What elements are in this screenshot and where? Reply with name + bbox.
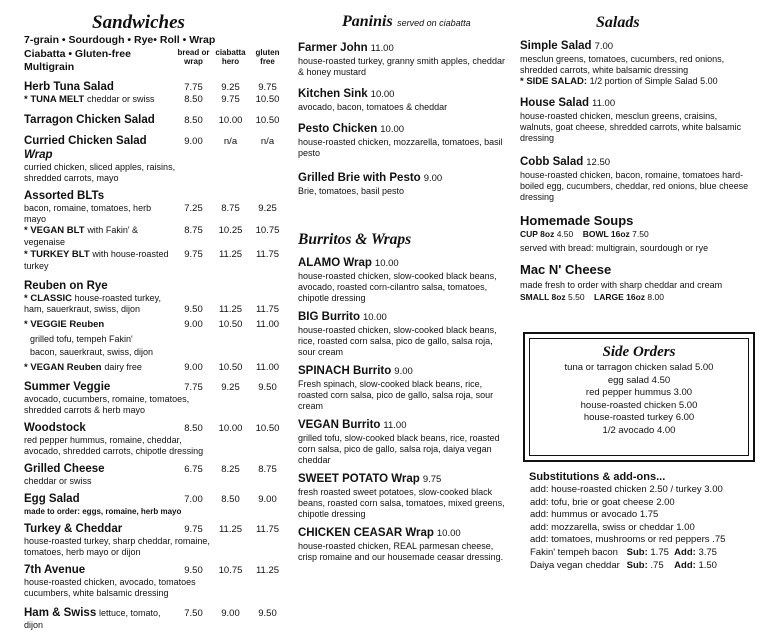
item-blt-classic: bacon, romaine, tomatoes, herb mayo 7.25 8.75 9.25	[24, 203, 277, 224]
burrito-vegan: VEGAN Burrito 11.00 grilled tofu, slow-cooked black beans, rice, roasted corn salsa, pico de gallo, salsa roja, daiya vegan cheddar	[298, 419, 500, 465]
item-turkey-cheddar: Turkey & Cheddar 9.75 11.25 11.75	[24, 523, 280, 535]
burrito-alamo: ALAMO Wrap 10.00 house-roasted chicken, slow-cooked black beans, avocado, roasted corn-cilantro salsa, tomatoes, chipotle dressing	[298, 257, 497, 303]
sandwiches-section	[24, 0, 286, 632]
addon-item: add: mozzarella, swiss or cheddar 1.00	[530, 521, 695, 533]
item-curried: Curried Chicken Salad Wrap 9.00 n/a n/a	[24, 135, 275, 161]
salad-cobb: Cobb Salad 12.50 house-roasted chicken, bacon, romaine, tomatoes hard-boiled egg, cucumbers, cheddar, red onions, blue cheese dressing	[520, 156, 749, 202]
panini-pesto-chicken: Pesto Chicken 10.00 house-roasted chicken, mozzarella, tomatoes, basil pesto	[298, 123, 503, 158]
addon-item: add: house-roasted chicken 2.50 / turkey 3.00	[530, 484, 723, 495]
side-orders-title: Side Orders	[602, 344, 676, 360]
sandwiches-title: Sandwiches	[92, 12, 185, 33]
item-summer-veggie: Summer Veggie 7.75 9.25 9.50	[24, 381, 277, 393]
side-item: 1/2 avocado 4.00	[602, 424, 676, 436]
side-item: tuna or tarragon chicken salad 5.00	[564, 362, 714, 373]
item-vegan-blt: * VEGAN BLT with Fakin' & vegenaise 8.75 10.25 10.75	[24, 225, 280, 247]
col-header-bread: bread or wrap	[177, 48, 210, 66]
side-item: house-roasted chicken 5.00	[580, 399, 698, 411]
item-veggie-reuben-desc: grilled tofu, tempeh Fakin' bacon, sauerkraut, swiss, dijon	[30, 334, 154, 357]
item-egg-salad-desc: made to order: eggs, romaine, herb mayo	[24, 507, 182, 516]
item-herb-tuna: Herb Tuna Salad 7.75 9.25 9.75	[24, 81, 277, 93]
addons-section	[529, 470, 751, 572]
item-ham-swiss: Ham & Swiss lettuce, tomato, dijon 7.50 9.00 9.50	[24, 607, 277, 630]
item-grilled-cheese: Grilled Cheese 6.75 8.25 8.75	[24, 463, 277, 475]
burrito-sweet-potato: SWEET POTATO Wrap 9.75 fresh roasted sweet potatoes, slow-cooked black beans, roasted corn salsa, tomatoes, mixed greens, chipotle dressing	[298, 473, 505, 519]
paninis-title: Paninis	[342, 13, 393, 30]
side-item: house-roasted turkey 6.00	[583, 412, 695, 424]
salads-section	[520, 0, 752, 304]
burritos-title: Burritos & Wraps	[298, 231, 412, 248]
col-header-gluten-free: gluten free	[255, 48, 280, 66]
item-woodstock-desc: red pepper hummus, romaine, cheddar, avocado, shredded carrots, chipotle dressing	[24, 435, 204, 456]
salad-house: House Salad 11.00 house-roasted chicken, mesclun greens, craisins, walnuts, goat cheese, shredded carrots, white balsamic dressing	[520, 97, 742, 143]
panini-farmer-john: Farmer John 11.00 house-roasted turkey, granny smith apples, cheddar & honey mustard	[298, 42, 505, 77]
col-header-ciabatta: ciabatta hero	[215, 48, 246, 66]
burrito-big: BIG Burrito 10.00 house-roasted chicken, slow-cooked black beans, rice, roasted corn salsa, pico de gallo, salsa roja, sour cream	[298, 311, 497, 357]
soups: Homemade Soups CUP 8oz 4.50 BOWL 16oz 7.50 served with bread: multigrain, sourdough or rye	[520, 213, 752, 254]
item-egg-salad: Egg Salad 7.00 8.50 9.00	[24, 493, 277, 505]
mac-n-cheese: Mac N' Cheese made fresh to order with sharp cheddar and cream SMALL 8oz 5.50 LARGE 16oz 8.00	[520, 262, 752, 304]
item-grilled-cheese-desc: cheddar or swiss	[24, 476, 92, 486]
bread-options-line2: Ciabatta • Gluten-free Multigrain	[24, 48, 131, 73]
burrito-spinach: SPINACH Burrito 9.00 Fresh spinach, slow-cooked black beans, rice, roasted corn salsa, pico de gallo, salsa roja, sour cream	[298, 365, 494, 411]
side-item: egg salad 4.50	[607, 374, 671, 386]
salads-title: Salads	[596, 14, 640, 31]
item-classic-reuben-prices: 9.50 11.25 11.75	[184, 304, 280, 315]
addons-title: Substitutions & add-ons...	[529, 471, 666, 483]
side-orders-box	[523, 332, 755, 462]
item-blts: Assorted BLTs	[24, 190, 105, 202]
salad-simple: Simple Salad 7.00 mesclun greens, tomatoes, cucumbers, red onions, shredded carrots, white balsamic dressing * SIDE SALAD: 1/2 portion of Simple Salad 5.00	[520, 40, 725, 87]
bread-options-line1: 7-grain • Sourdough • Rye• Roll • Wrap	[24, 34, 216, 46]
item-turkey-cheddar-desc: house-roasted turkey, sharp cheddar, romaine, tomatoes, herb mayo or dijon	[24, 536, 210, 557]
soups-title: Homemade Soups	[520, 213, 634, 228]
item-summer-veggie-desc: avocado, cucumbers, romaine, tomatoes, shredded carrots & herb mayo	[24, 394, 190, 415]
burrito-chicken-ceasar: CHICKEN CEASAR Wrap 10.00 house-roasted chicken, REAL parmesan cheese, crisp romaine and our housemade ceasar dressing.	[298, 527, 504, 562]
item-7th-avenue-desc: house-roasted chicken, avocado, tomatoes cucumbers, white balsamic dressing	[24, 577, 196, 598]
item-7th-avenue: 7th Avenue 9.50 10.75 11.25	[24, 564, 280, 576]
item-tarragon: Tarragon Chicken Salad 8.50 10.00 10.50	[24, 114, 280, 126]
side-item: red pepper hummus 3.00	[585, 387, 693, 399]
addon-item: add: tomatoes, mushrooms or red peppers .75	[530, 534, 726, 546]
item-tuna-melt: * TUNA MELT cheddar or swiss 8.50 9.75 10.50	[24, 94, 280, 105]
addon-item: add: hummus or avocado 1.75	[530, 509, 659, 521]
paninis-burritos-section	[298, 0, 510, 563]
addon-fakin: Fakin' tempeh bacon Sub: 1.75 Add: 3.75	[530, 546, 717, 558]
panini-grilled-brie: Grilled Brie with Pesto 9.00 Brie, tomatoes, basil pesto	[298, 172, 443, 196]
addon-daiya: Daiya vegan cheddar Sub: .75 Add: 1.50	[530, 559, 717, 571]
item-turkey-blt: * TURKEY BLT with house-roasted turkey 9.75 11.25 11.75	[24, 249, 280, 271]
item-classic-reuben-desc: * CLASSIC house-roasted turkey, ham, sauerkraut, swiss, dijon	[24, 293, 161, 314]
addon-item: add: tofu, brie or goat cheese 2.00	[530, 496, 675, 508]
item-vegan-reuben: * VEGAN Reuben dairy free 9.00 10.50 11.00	[24, 362, 280, 373]
panini-kitchen-sink: Kitchen Sink 10.00 avocado, bacon, tomatoes & cheddar	[298, 88, 448, 112]
mac-title: Mac N' Cheese	[520, 262, 612, 277]
item-veggie-reuben: * VEGGIE Reuben 9.00 10.50 11.00	[24, 319, 280, 330]
paninis-header	[298, 13, 510, 31]
item-curried-desc: curried chicken, sliced apples, raisins, shredded carrots, mayo	[24, 162, 176, 183]
item-reuben: Reuben on Rye	[24, 280, 108, 292]
item-woodstock: Woodstock 8.50 10.00 10.50	[24, 422, 280, 434]
paninis-subtitle: served on ciabatta	[397, 18, 471, 28]
